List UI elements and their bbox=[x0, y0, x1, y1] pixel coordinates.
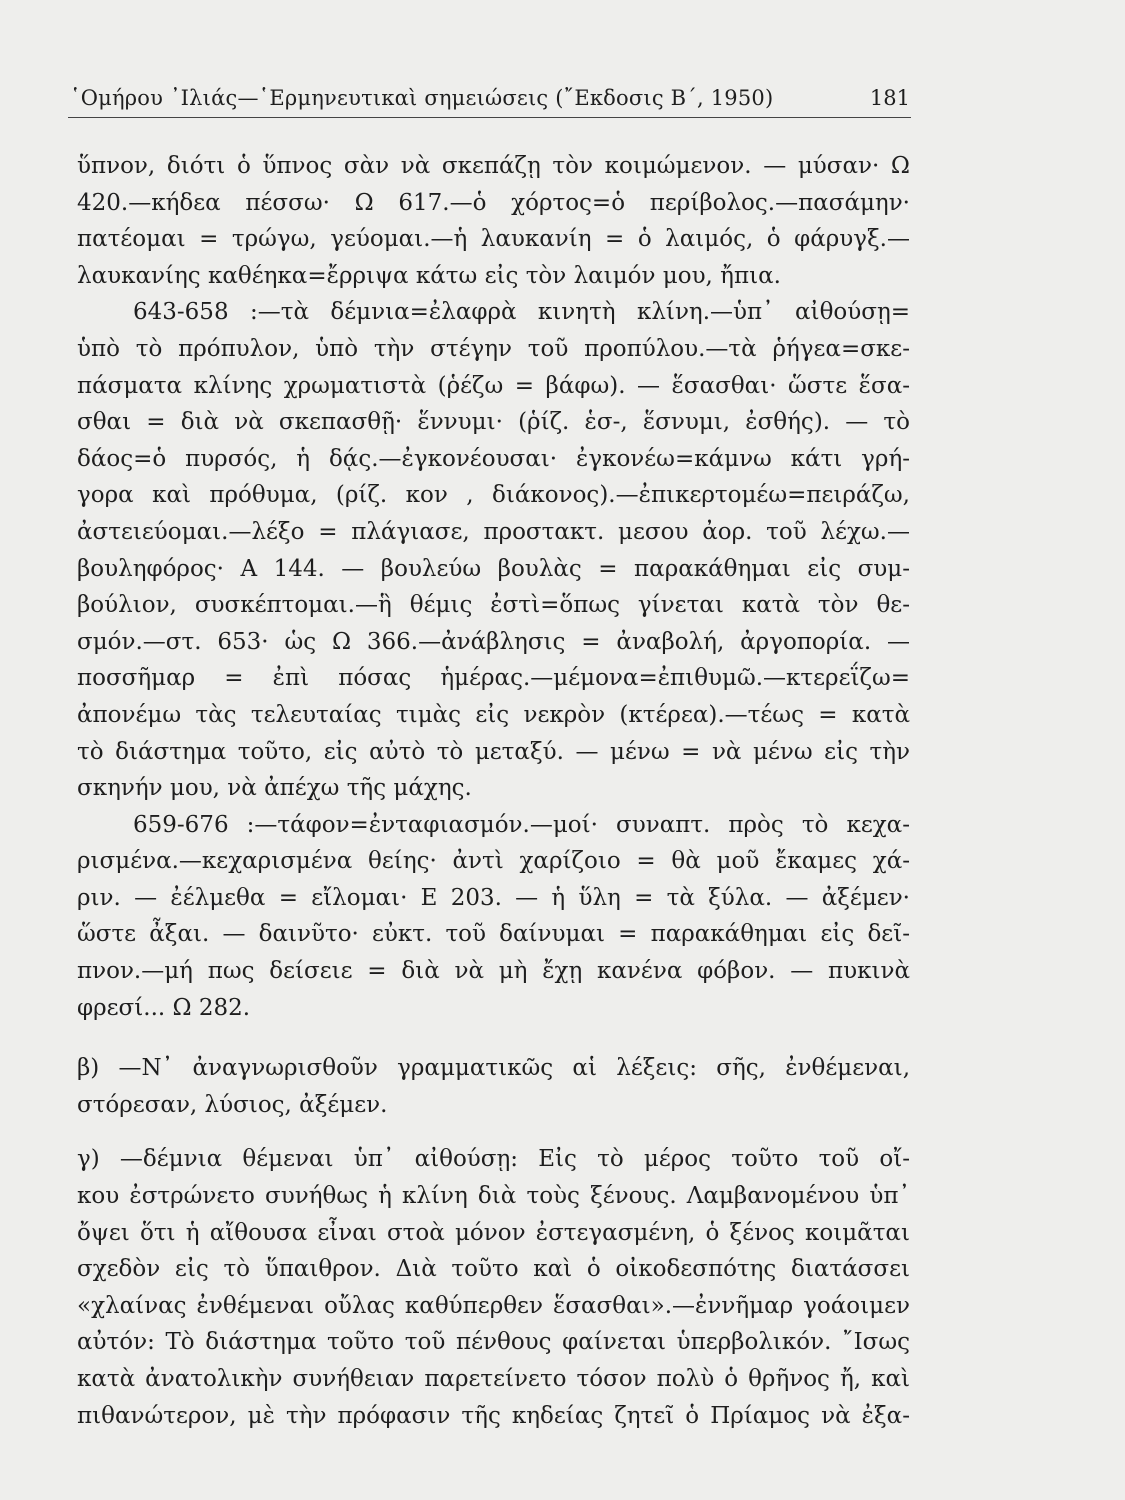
running-title: ῾Ομήρου ᾿Ιλιάς—῾Ερμηνευτικαὶ σημειώσεις (῎Εκδοσις Β΄, 1950) bbox=[70, 86, 774, 110]
text-line: ὕπνον, διότι ὁ ὕπνος σὰν νὰ σκεπάζῃ τὸν κοιμώμενον. — μύσαν· Ω bbox=[77, 153, 910, 179]
text-line: βουληφόρος· Α 144. — βουλεύω βουλὰς = παρακάθημαι εἰς συμ- bbox=[77, 555, 910, 582]
text-line: σχεδὸν εἰς τὸ ὕπαιθρον. Διὰ τοῦτο καὶ ὁ οἰκοδεσπότης διατάσσει bbox=[77, 1256, 910, 1283]
text-line: «χλαίνας ἐνθέμεναι οὔλας καθύπερθεν ἕσασθαι».—ἐννῆμαρ γοάοιμεν bbox=[77, 1292, 910, 1319]
text-line: 659-676 :—τάφον=ἐνταφιασμόν.—μοί· συναπτ. πρὸς τὸ κεχα- bbox=[133, 811, 910, 838]
text-line: φρεσί... Ω 282. bbox=[77, 994, 251, 1021]
text-line: κατὰ ἀνατολικὴν συνήθειαν παρετείνετο τόσον πολὺ ὁ θρῆνος ἤ, καὶ bbox=[77, 1366, 910, 1392]
text-line: ὑπὸ τὸ πρόπυλον, ὑπὸ τὴν στέγην τοῦ προπύλου.—τὰ ῥήγεα=σκε- bbox=[77, 335, 910, 362]
text-line: ὥστε ἆξαι. — δαινῦτο· εὐκτ. τοῦ δαίνυμαι = παρακάθημαι εἰς δεῖ- bbox=[77, 921, 910, 948]
text-line: δάος=ὁ πυρσός, ἡ δᾴς.—ἐγκονέουσαι· ἐγκονέω=κάμνω κάτι γρή- bbox=[77, 445, 910, 472]
text-line: σκηνήν μου, νὰ ἀπέχω τῆς μάχης. bbox=[77, 775, 472, 802]
text-line: σθαι = διὰ νὰ σκεπασθῇ· ἕννυμι· (ῥίζ. ἑσ-, ἕσνυμι, ἐσθής). — τὸ bbox=[77, 409, 910, 436]
commentary-text bbox=[77, 148, 910, 1434]
page-number: 181 bbox=[869, 86, 910, 110]
text-line: σμόν.—στ. 653· ὡς Ω 366.—ἀνάβλησις = ἀναβολή, ἀργοπορία. — bbox=[77, 628, 910, 655]
text-line: τὸ διάστημα τοῦτο, εἰς αὐτὸ τὸ μεταξύ. — μένω = νὰ μένω εἰς τὴν bbox=[77, 738, 910, 765]
text-line: λαυκανίης καθέηκα=ἔρριψα κάτω εἰς τὸν λαιμόν μου, ἤπια. bbox=[77, 262, 781, 289]
text-line: ριν. — ἐέλμεθα = εἴλομαι· Ε 203. — ἡ ὕλη = τὰ ξύλα. — ἀξέμεν· bbox=[77, 884, 910, 911]
text-line: πατέομαι = τρώγω, γεύομαι.—ἡ λαυκανίη = ὁ λαιμός, ὁ φάρυγξ.— bbox=[77, 226, 910, 253]
text-line: ἀστειεύομαι.—λέξο = πλάγιασε, προστακτ. μεσου ἀορ. τοῦ λέχω.— bbox=[77, 518, 910, 545]
paragraph-gap bbox=[77, 1123, 910, 1141]
text-line: πιθανώτερον, μὲ τὴν πρόφασιν τῆς κηδείας ζητεῖ ὁ Πρίαμος νὰ ἐξα- bbox=[77, 1402, 910, 1429]
text-line: ρισμένα.—κεχαρισμένα θείης· ἀντὶ χαρίζοιο = θὰ μοῦ ἔκαμες χά- bbox=[77, 848, 910, 875]
text-line: στόρεσαν, λύσιος, ἀξέμεν. bbox=[77, 1091, 388, 1118]
text-line: ἀπονέμω τὰς τελευταίας τιμὰς εἰς νεκρὸν (κτέρεα).—τέως = κατὰ bbox=[77, 701, 910, 728]
text-line: γ) —δέμνια θέμεναι ὑπ᾿ αἰθούσῃ: Εἰς τὸ μέρος τοῦτο τοῦ οἴ- bbox=[77, 1146, 910, 1173]
text-line: ὄψει ὅτι ἡ αἴθουσα εἶναι στοὰ μόνον ἐστεγασμένη, ὁ ξένος κοιμᾶται bbox=[77, 1219, 910, 1246]
text-line: ποσσῆμαρ = ἐπὶ πόσας ἡμέρας.—μέμονα=ἐπιθυμῶ.—κτερεΐζω= bbox=[77, 665, 910, 692]
text-line: γορα καὶ πρόθυμα, (ρίζ. κον , διάκονος).—ἐπικερτομέω=πειράζω, bbox=[77, 482, 910, 509]
text-line: 420.—κήδεα πέσσω· Ω 617.—ὁ χόρτος=ὁ περίβολος.—πασάμην· bbox=[77, 189, 910, 216]
text-line: 643-658 :—τὰ δέμνια=ἐλαφρὰ κινητὴ κλίνη.—ὑπ᾿ αἰθούσῃ= bbox=[133, 299, 910, 326]
text-line: αὐτόν: Τὸ διάστημα τοῦτο τοῦ πένθους φαίνεται ὑπερβολικόν. ῎Ισως bbox=[77, 1329, 910, 1356]
text-line: πνον.—μή πως δείσειε = διὰ νὰ μὴ ἔχῃ κανένα φόβον. — πυκινὰ bbox=[77, 958, 910, 985]
text-line: κου ἐστρώνετο συνήθως ἡ κλίνη διὰ τοὺς ξένους. Λαμβανομένου ὑπ᾿ bbox=[77, 1183, 910, 1210]
header-rule bbox=[68, 117, 911, 118]
text-line: πάσματα κλίνης χρωματιστὰ (ῥέζω = βάφω). — ἕσασθαι· ὥστε ἕσα- bbox=[77, 372, 910, 399]
paragraph-gap bbox=[77, 1026, 910, 1050]
text-line: β) —Ν᾿ ἀναγνωρισθοῦν γραμματικῶς αἱ λέξεις: σῆς, ἐνθέμεναι, bbox=[77, 1055, 910, 1082]
running-header bbox=[70, 80, 910, 114]
text-line: βούλιον, συσκέπτομαι.—ἣ θέμις ἐστὶ=ὅπως γίνεται κατὰ τὸν θε- bbox=[77, 592, 910, 619]
